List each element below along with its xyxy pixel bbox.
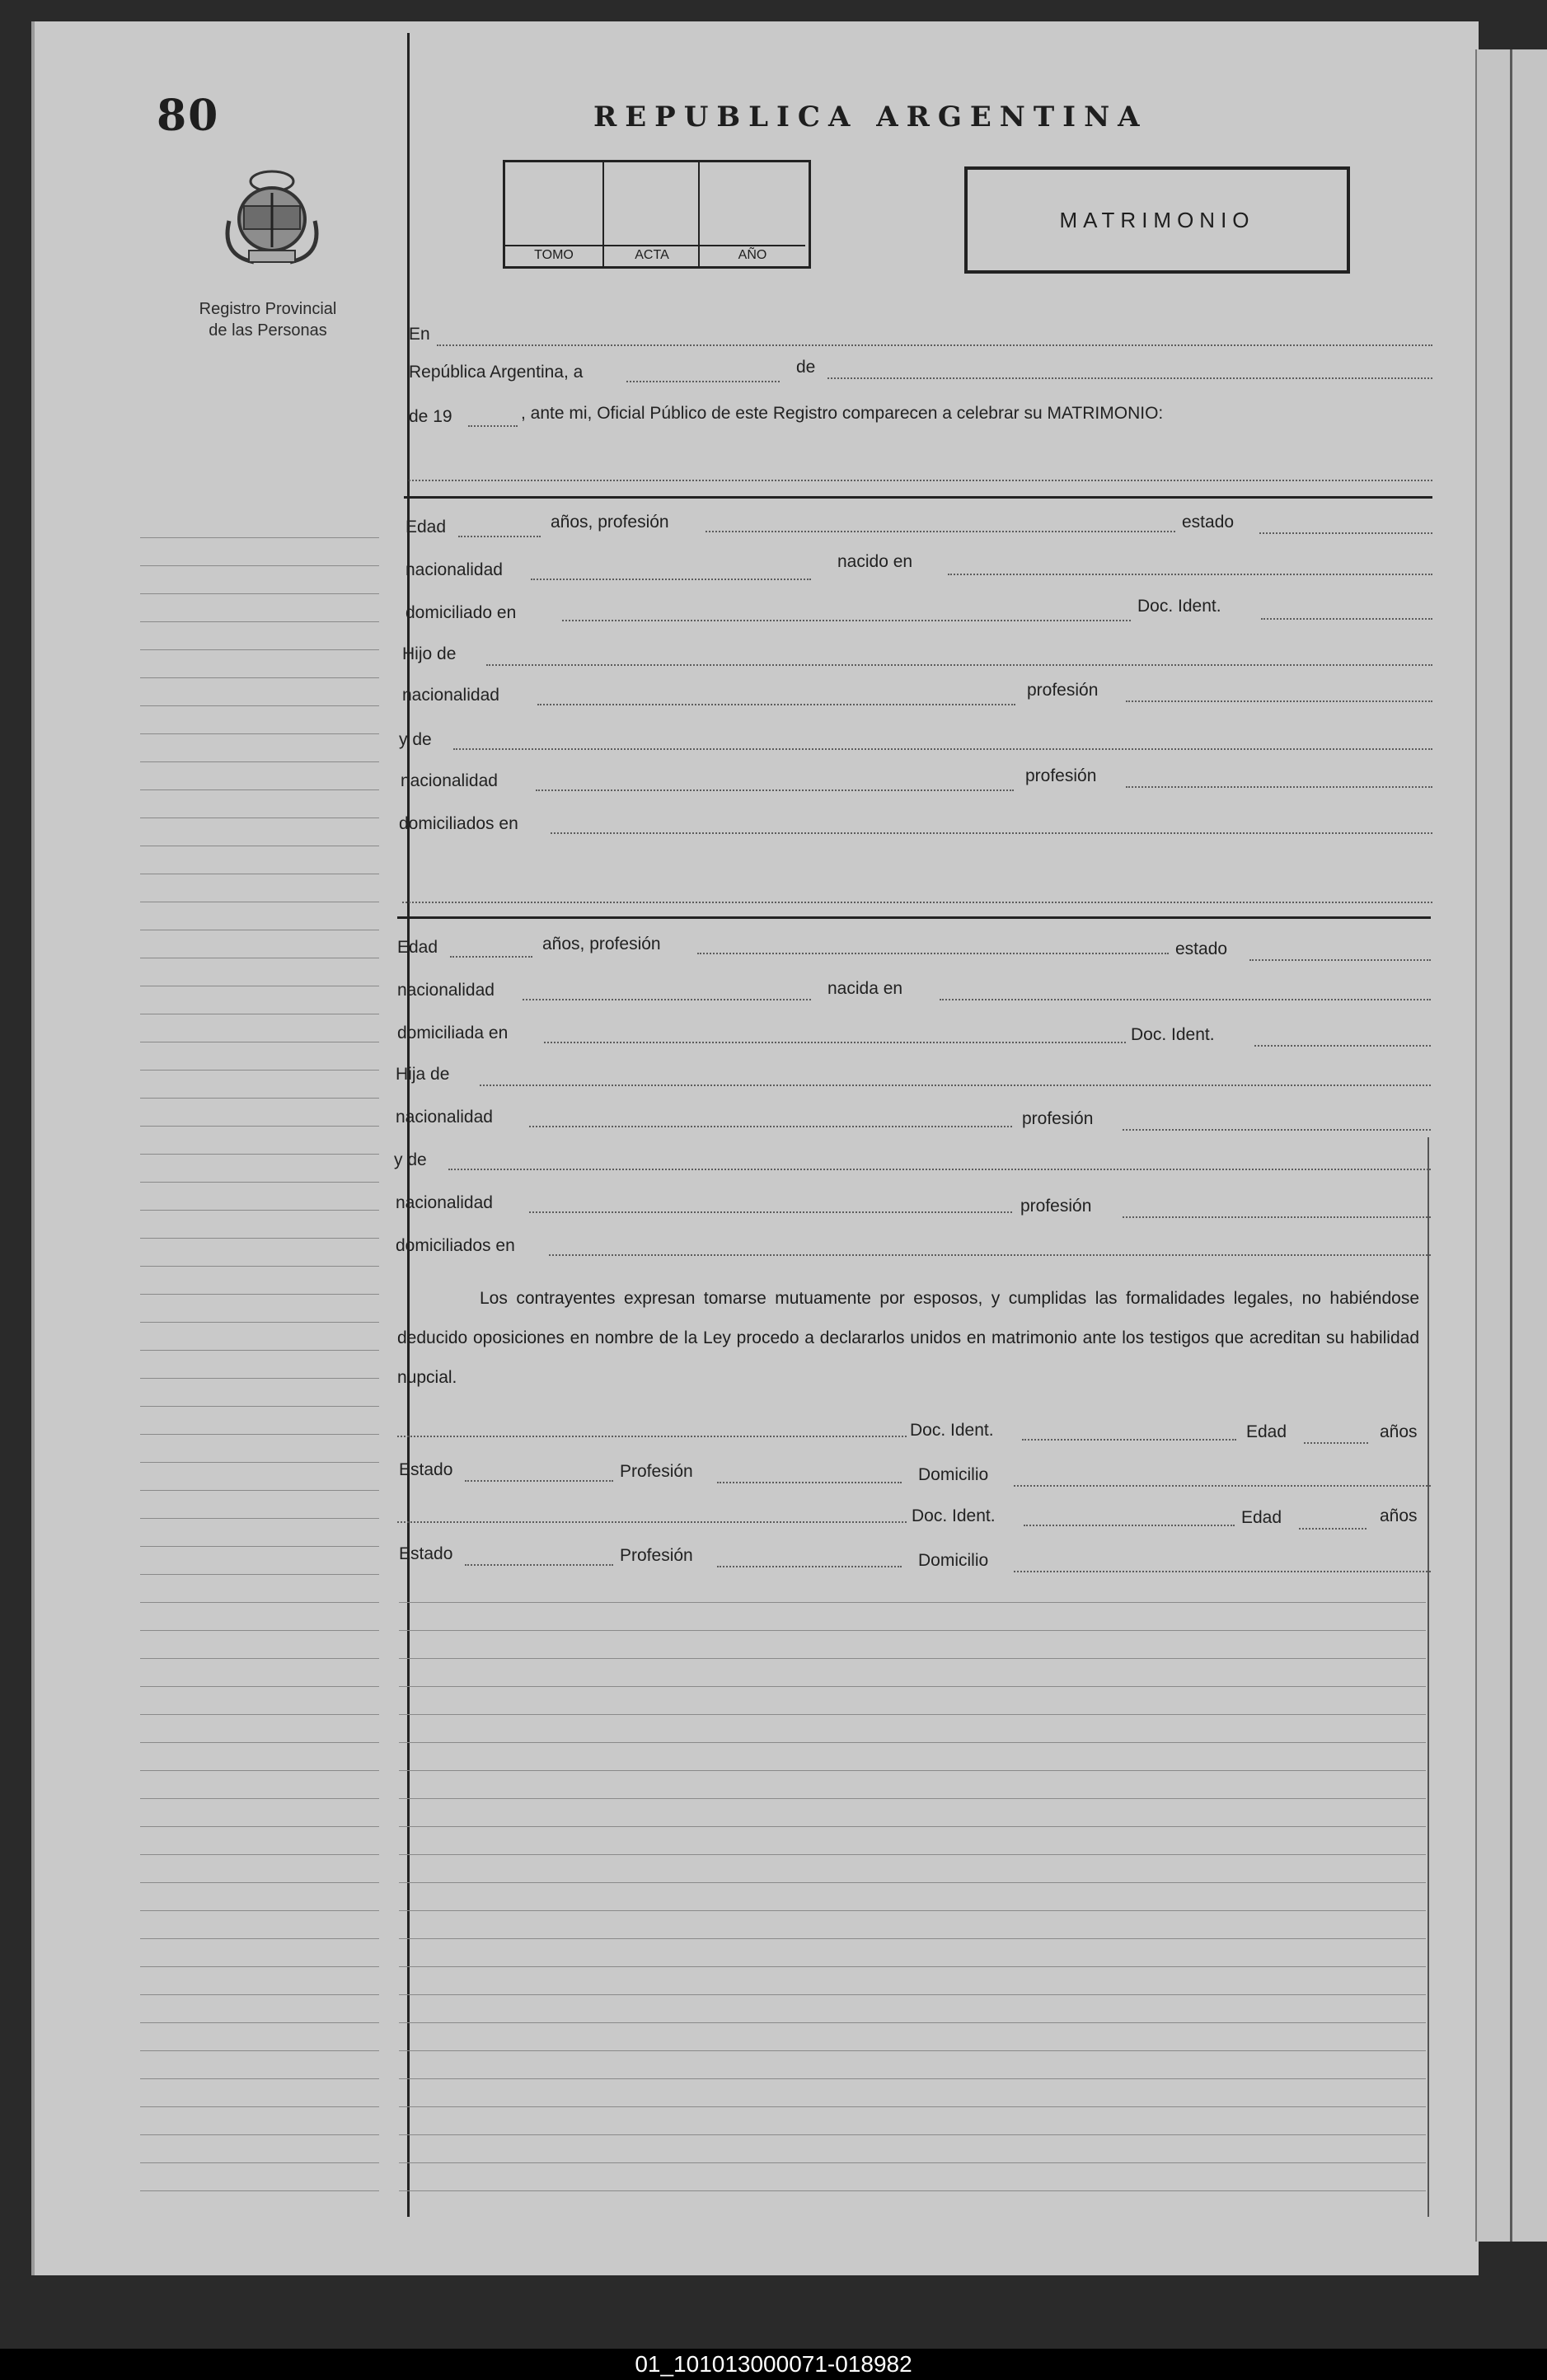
- margin-line: [140, 1322, 379, 1323]
- act-type-label: MATRIMONIO: [1059, 207, 1255, 232]
- fill-line[interactable]: [523, 999, 811, 1000]
- fill-line[interactable]: [544, 1042, 1126, 1043]
- body-line: [399, 1854, 1426, 1855]
- margin-line: [140, 1966, 379, 1967]
- margin-line: [140, 677, 379, 678]
- body-line: [399, 1602, 1426, 1603]
- margin-line: [140, 1126, 379, 1127]
- witness-1-domicilio: Domicilio: [918, 1465, 989, 1484]
- margin-line: [140, 1938, 379, 1939]
- section-divider: [404, 496, 1432, 499]
- body-line: [399, 1882, 1426, 1883]
- margin-line: [140, 593, 379, 594]
- body-line: [399, 1686, 1426, 1687]
- groom-domiciliados: domiciliados en: [399, 814, 518, 833]
- registry-line-1: Registro Provincial: [199, 300, 337, 318]
- margin-line: [140, 1238, 379, 1239]
- margin-line: [140, 1350, 379, 1351]
- box-ano[interactable]: [698, 162, 805, 266]
- body-line: [399, 1714, 1426, 1715]
- fill-line[interactable]: [1123, 1129, 1431, 1131]
- margin-line: [140, 537, 379, 538]
- body-line: [399, 1994, 1426, 1995]
- fill-line[interactable]: [1024, 1525, 1235, 1526]
- fill-line[interactable]: [480, 1085, 1431, 1086]
- groom-profesion-3: profesión: [1025, 766, 1097, 785]
- intro-de: de: [796, 358, 816, 377]
- fill-line[interactable]: [529, 1211, 1012, 1213]
- body-line: [399, 1658, 1426, 1659]
- declaration-text: Los contrayentes expresan tomarse mutuamente por esposos, y cumplidas las formalidades legales, no habiéndose deducido oposiciones en nombre de la Ley procedo a declararlos unidos en matrimonio ante los testigos que acreditan su habilidad nupcial.: [397, 1289, 1419, 1387]
- margin-line: [140, 1826, 379, 1827]
- body-line: [399, 2022, 1426, 2023]
- right-border: [1427, 1137, 1429, 2217]
- margin-line: [140, 1546, 379, 1547]
- fill-line[interactable]: [827, 377, 1432, 379]
- fill-line[interactable]: [531, 579, 811, 580]
- fill-line[interactable]: [551, 832, 1432, 834]
- fill-line[interactable]: [458, 536, 541, 537]
- fill-line[interactable]: [549, 1254, 1431, 1256]
- body-line: [399, 1798, 1426, 1799]
- margin-line: [140, 649, 379, 650]
- fill-line[interactable]: [697, 953, 1169, 954]
- margin-line: [140, 1266, 379, 1267]
- fill-line[interactable]: [437, 344, 1432, 346]
- margin-line: [140, 1714, 379, 1715]
- box-label: TOMO: [505, 245, 602, 263]
- act-type-box: [964, 166, 1350, 274]
- witness-1-estado: Estado: [399, 1460, 453, 1479]
- margin-line: [140, 2134, 379, 2135]
- bride-hija: Hija de: [396, 1065, 450, 1084]
- fill-line[interactable]: [486, 664, 1432, 666]
- body-line: [399, 1938, 1426, 1939]
- groom-profesion-2: profesión: [1027, 681, 1099, 700]
- provincial-emblem-icon: [221, 165, 323, 277]
- fill-line[interactable]: [468, 425, 518, 427]
- fill-line[interactable]: [940, 999, 1431, 1000]
- fill-line[interactable]: [465, 1480, 613, 1482]
- margin-line: [140, 1910, 379, 1911]
- margin-line: [140, 789, 379, 790]
- witness-1-profesion: Profesión: [620, 1462, 693, 1481]
- fill-line[interactable]: [537, 704, 1015, 705]
- fill-line[interactable]: [706, 531, 1175, 532]
- margin-line: [140, 1378, 379, 1379]
- body-line: [399, 2162, 1426, 2163]
- fill-line[interactable]: [450, 956, 532, 958]
- groom-estado: estado: [1182, 513, 1235, 532]
- groom-nacionalidad-3: nacionalidad: [401, 771, 498, 790]
- groom-edad: Edad: [406, 518, 447, 536]
- bride-nacionalidad-3: nacionalidad: [396, 1193, 493, 1212]
- margin-line: [140, 1154, 379, 1155]
- groom-nacido: nacido en: [837, 552, 913, 571]
- body-line: [399, 1826, 1426, 1827]
- fill-line[interactable]: [448, 1169, 1431, 1170]
- margin-line: [140, 1658, 379, 1659]
- fill-line[interactable]: [409, 480, 1432, 481]
- body-line: [399, 2134, 1426, 2135]
- body-line: [399, 2106, 1426, 2107]
- fill-line[interactable]: [717, 1566, 902, 1567]
- groom-y-de: y de: [399, 730, 432, 749]
- fill-line[interactable]: [1299, 1528, 1367, 1530]
- fill-line[interactable]: [1259, 532, 1432, 534]
- margin-line: [140, 1462, 379, 1463]
- margin-line: [140, 1630, 379, 1631]
- witness-2-profesion: Profesión: [620, 1546, 693, 1565]
- body-line: [399, 1966, 1426, 1967]
- fill-line[interactable]: [1014, 1485, 1431, 1487]
- margin-line: [140, 621, 379, 622]
- intro-republica: República Argentina, a: [409, 363, 584, 382]
- page-number: 80: [157, 91, 220, 141]
- bride-profesion-3: profesión: [1020, 1197, 1092, 1216]
- fill-line[interactable]: [1304, 1442, 1368, 1444]
- box-tomo[interactable]: [505, 162, 602, 266]
- bride-domiciliados: domiciliados en: [396, 1236, 515, 1255]
- body-line: [399, 2190, 1426, 2191]
- margin-line: [140, 1770, 379, 1771]
- margin-line: [140, 1182, 379, 1183]
- next-page-edge: [1475, 49, 1547, 2242]
- intro-de19: de 19: [409, 407, 452, 426]
- fill-line[interactable]: [1123, 1216, 1431, 1218]
- margin-line: [140, 705, 379, 706]
- bride-doc: Doc. Ident.: [1131, 1025, 1215, 1044]
- bride-anos-profesion: años, profesión: [542, 935, 661, 953]
- margin-line: [140, 2190, 379, 2191]
- register-page: [31, 21, 1479, 2275]
- fill-line[interactable]: [536, 789, 1014, 791]
- intro-en: En: [409, 325, 430, 344]
- witness-2-edad: Edad: [1241, 1508, 1282, 1527]
- witness-2-estado: Estado: [399, 1544, 453, 1563]
- groom-nacionalidad: nacionalidad: [406, 560, 503, 579]
- margin-line: [140, 1854, 379, 1855]
- fill-line[interactable]: [1014, 1571, 1431, 1572]
- margin-line: [140, 1294, 379, 1295]
- fill-line[interactable]: [1126, 700, 1432, 702]
- section-divider: [397, 916, 1431, 919]
- margin-line: [140, 1098, 379, 1099]
- fill-line[interactable]: [1126, 786, 1432, 788]
- groom-doc: Doc. Ident.: [1137, 597, 1221, 616]
- margin-line: [140, 2022, 379, 2023]
- margin-line: [140, 2106, 379, 2107]
- fill-line[interactable]: [1249, 959, 1431, 961]
- bride-nacida: nacida en: [827, 979, 903, 998]
- margin-line: [140, 2162, 379, 2163]
- margin-line: [140, 1434, 379, 1435]
- fill-line[interactable]: [397, 1521, 907, 1523]
- box-label: ACTA: [604, 245, 700, 263]
- fill-line[interactable]: [1261, 618, 1432, 620]
- body-line: [399, 2050, 1426, 2051]
- fill-line[interactable]: [1022, 1439, 1236, 1441]
- fill-line[interactable]: [1254, 1045, 1431, 1047]
- margin-line: [140, 1490, 379, 1491]
- fill-line[interactable]: [402, 902, 1432, 903]
- fill-line[interactable]: [626, 381, 780, 382]
- body-line: [399, 1770, 1426, 1771]
- witness-2-domicilio: Domicilio: [918, 1551, 989, 1570]
- bride-estado: estado: [1175, 939, 1228, 958]
- witness-1-anos: años: [1380, 1422, 1418, 1441]
- body-line: [399, 1630, 1426, 1631]
- margin-line: [140, 1686, 379, 1687]
- fill-line[interactable]: [453, 748, 1432, 750]
- witness-1-edad: Edad: [1246, 1422, 1287, 1441]
- groom-anos-profesion: años, profesión: [551, 513, 669, 532]
- fill-line[interactable]: [465, 1564, 613, 1566]
- bride-y-de: y de: [394, 1150, 427, 1169]
- fill-line[interactable]: [948, 574, 1432, 575]
- country-title: REPUBLICA ARGENTINA: [593, 101, 1148, 134]
- margin-line: [140, 1574, 379, 1575]
- body-line: [399, 1742, 1426, 1743]
- margin-line: [140, 1210, 379, 1211]
- margin-line: [140, 733, 379, 734]
- fill-line[interactable]: [397, 1436, 907, 1437]
- bride-profesion-2: profesión: [1022, 1109, 1094, 1128]
- box-label: AÑO: [700, 245, 805, 263]
- body-line: [399, 2078, 1426, 2079]
- groom-nacionalidad-2: nacionalidad: [402, 686, 499, 705]
- box-acta[interactable]: [602, 162, 700, 266]
- registry-line-2: de las Personas: [209, 321, 327, 340]
- bride-nacionalidad-2: nacionalidad: [396, 1108, 493, 1127]
- fill-line[interactable]: [529, 1126, 1012, 1127]
- margin-line: [140, 565, 379, 566]
- bride-nacionalidad: nacionalidad: [397, 981, 495, 1000]
- margin-line: [140, 1742, 379, 1743]
- margin-line: [140, 1882, 379, 1883]
- bride-edad: Edad: [397, 938, 438, 957]
- margin-line: [140, 1602, 379, 1603]
- groom-domiciliado: domiciliado en: [406, 603, 517, 622]
- margin-line: [140, 1518, 379, 1519]
- fill-line[interactable]: [562, 620, 1131, 621]
- margin-line: [140, 761, 379, 762]
- volume-act-year-boxes: [503, 160, 811, 269]
- margin-line: [140, 2078, 379, 2079]
- witness-1-doc: Doc. Ident.: [910, 1421, 994, 1440]
- image-code-caption: 01_101013000071-018982: [0, 2349, 1547, 2380]
- margin-line: [140, 1070, 379, 1071]
- margin-line: [140, 1406, 379, 1407]
- witness-2-anos: años: [1380, 1506, 1418, 1525]
- witness-2-doc: Doc. Ident.: [912, 1506, 996, 1525]
- body-line: [399, 1910, 1426, 1911]
- groom-hijo: Hijo de: [402, 644, 457, 663]
- registry-name: [140, 298, 396, 341]
- intro-ante: , ante mi, Oficial Público de este Registro comparecen a celebrar su MATRIMONIO:: [521, 404, 1164, 423]
- bride-domiciliada: domiciliada en: [397, 1024, 509, 1042]
- margin-line: [140, 1994, 379, 1995]
- margin-line: [140, 2050, 379, 2051]
- fill-line[interactable]: [717, 1482, 902, 1483]
- margin-line: [140, 1798, 379, 1799]
